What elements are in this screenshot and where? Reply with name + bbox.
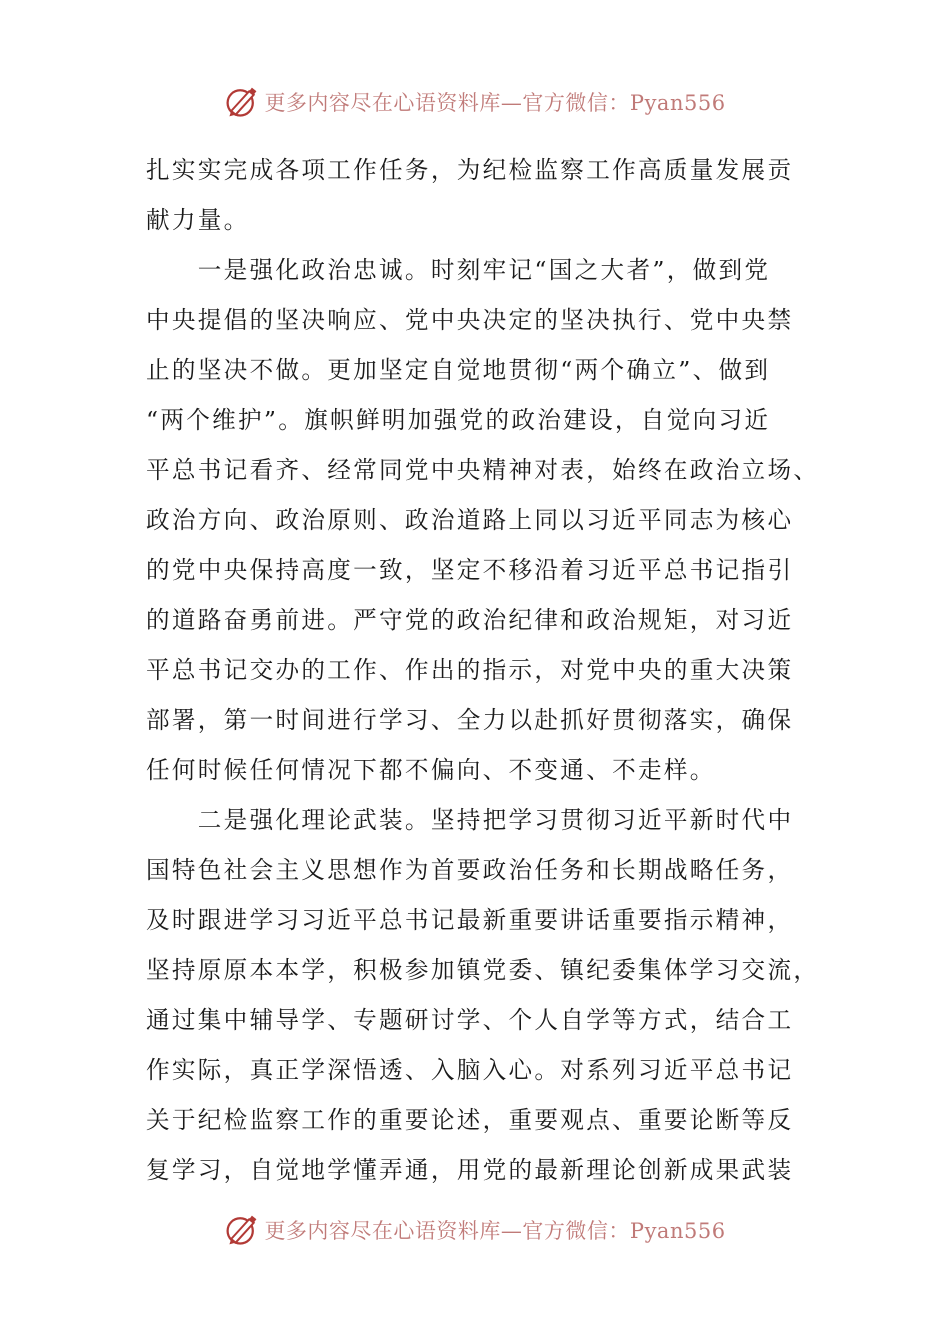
text-line: 平总书记看齐、经常同党中央精神对表，始终在政治立场、 [146, 456, 820, 484]
text-line: 的道路奋勇前进。严守党的政治纪律和政治规矩，对习近 [146, 606, 794, 634]
text-line: 平总书记交办的工作、作出的指示，对党中央的重大决策 [146, 656, 794, 684]
text-line: 复学习，自觉地学懂弄通，用党的最新理论创新成果武装 [146, 1156, 794, 1184]
document-body [146, 145, 820, 1195]
text-line: 政治方向、政治原则、政治道路上同以习近平同志为核心 [146, 506, 794, 534]
text-line: 一是强化政治忠诚。时刻牢记“国之大者”，做到党 [146, 256, 771, 284]
text-line: 通过集中辅导学、专题研讨学、个人自学等方式，结合工 [146, 1006, 794, 1034]
pen-logo-icon [224, 1212, 260, 1248]
text-line: 关于纪检监察工作的重要论述，重要观点、重要论断等反 [146, 1106, 794, 1134]
text-line: 献力量。 [146, 206, 250, 234]
header-banner [0, 82, 950, 122]
text-line: 二是强化理论武装。坚持把学习贯彻习近平新时代中 [146, 806, 794, 834]
pen-logo-icon [224, 84, 260, 120]
footer-banner-text: 更多内容尽在心语资料库—官方微信：Pyan556 [264, 1219, 726, 1243]
text-line: 扎实实完成各项工作任务，为纪检监察工作高质量发展贡 [146, 156, 794, 184]
text-line: 的党中央保持高度一致，坚定不移沿着习近平总书记指引 [146, 556, 794, 584]
header-banner-text: 更多内容尽在心语资料库—官方微信：Pyan556 [264, 91, 726, 115]
text-line: 止的坚决不做。更加坚定自觉地贯彻“两个确立”、做到 [146, 356, 771, 384]
text-line: “两个维护”。旗帜鲜明加强党的政治建设，自觉向习近 [146, 406, 771, 434]
text-line: 国特色社会主义思想作为首要政治任务和长期战略任务， [146, 856, 794, 884]
text-line: 及时跟进学习习近平总书记最新重要讲话重要指示精神， [146, 906, 794, 934]
text-line: 作实际，真正学深悟透、入脑入心。对系列习近平总书记 [146, 1056, 794, 1084]
text-line: 坚持原原本本学，积极参加镇党委、镇纪委集体学习交流， [146, 956, 820, 984]
text-line: 中央提倡的坚决响应、党中央决定的坚决执行、党中央禁 [146, 306, 794, 334]
text-line: 部署，第一时间进行学习、全力以赴抓好贯彻落实，确保 [146, 706, 794, 734]
text-line: 任何时候任何情况下都不偏向、不变通、不走样。 [146, 756, 716, 784]
footer-banner [0, 1210, 950, 1250]
